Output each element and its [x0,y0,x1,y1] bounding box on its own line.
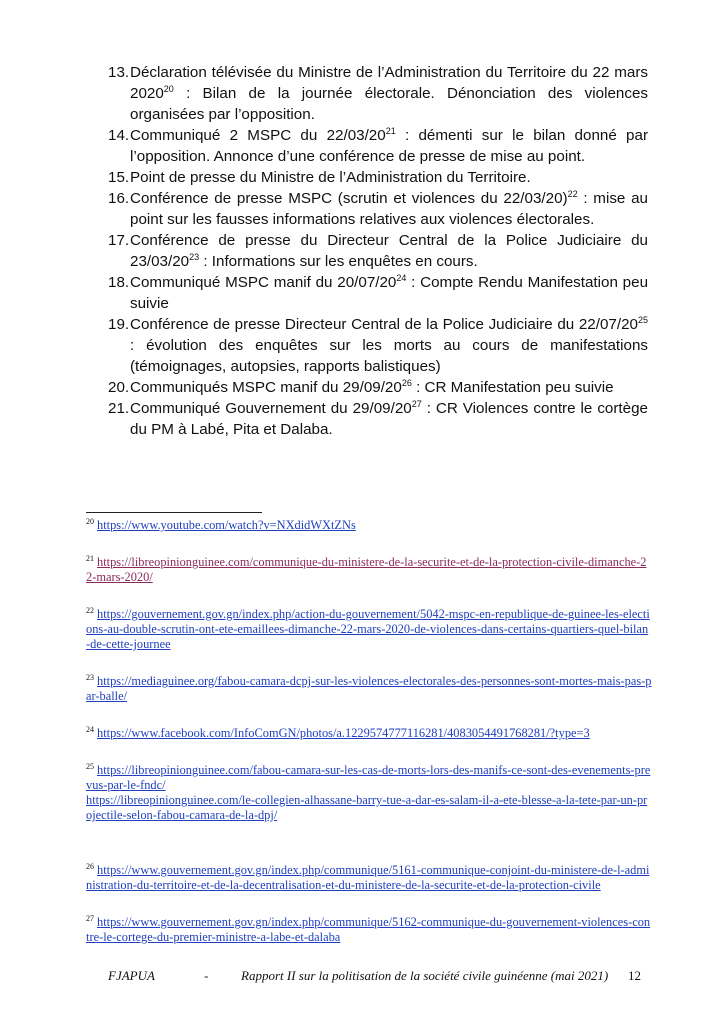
list-item [108,377,648,398]
list-item [108,230,648,272]
list-item [108,188,648,230]
list-item [108,398,648,440]
list-item-number: 18. [108,274,130,291]
footnote-link[interactable]: https://www.facebook.com/InfoComGN/photos/a.1229574777116281/4083054491768281/?type=3 [97,726,590,740]
footnote-mark: 27 [86,913,94,923]
footnote-reference[interactable]: 22 [567,188,578,199]
list-item-number: 14. [108,127,130,144]
footnote [86,763,652,823]
list-item-number: 20. [108,379,130,396]
numbered-list [108,62,648,440]
footnote-reference[interactable]: 26 [401,377,412,388]
list-item-number: 17. [108,232,130,249]
list-item-text: Conférence de presse MSPC (scrutin et violences du 22/03/20)$^{22}$ : mise au point sur les fausses informations relatives aux violences électorales. [130,188,648,228]
footnote-reference[interactable]: 24 [396,272,407,283]
footnote [86,555,652,585]
list-item [108,62,648,125]
footnotes [86,518,652,967]
list-item-text: Communiqué MSPC manif du 20/07/20$^{24}$ : Compte Rendu Manifestation peu suivie [130,272,649,312]
footnote [86,674,652,704]
footnote-link[interactable]: https://www.youtube.com/watch?v=NXdidWXtZNs [97,518,356,532]
footnote [86,915,652,945]
footnote [86,607,652,652]
list-item-text: Communiqué Gouvernement du 29/09/20$^{27}$ : CR Violences contre le cortège du PM à Labé, Pita et Dalaba. [130,398,648,438]
list-item-text: Conférence de presse Directeur Central de la Police Judiciaire du 22/07/20$^{25}$ : évolution des enquêtes sur les morts au cours de manifestations (témoignages, autopsies, rapports balistiques) [130,314,648,375]
list-item-number: 21. [108,400,130,417]
footnote-mark: 21 [86,553,94,563]
footnote [86,518,652,533]
footnote-reference[interactable]: 23 [189,251,200,262]
list-item [108,125,648,167]
footnote-link[interactable]: https://libreopinionguinee.com/fabou-camara-sur-les-cas-de-morts-lors-des-manifs-ce-sont-des-evenements-prevus-par-le-fndc/ [86,763,651,792]
list-item-number: 13. [108,64,130,81]
footer-organization: FJAPUA [108,968,155,983]
footnote-mark: 25 [86,761,94,771]
list-item-text: Conférence de presse du Directeur Central de la Police Judiciaire du 23/03/20$^{23}$ : Informations sur les enquêtes en cours. [130,232,648,270]
footnote-reference[interactable]: 27 [411,398,422,409]
footer-report-title: Rapport II sur la politisation de la société civile guinéenne (mai 2021) [241,968,609,983]
footnote-mark: 24 [86,724,94,734]
footnote-reference[interactable]: 21 [385,125,396,136]
list-item-number: 16. [108,190,130,207]
footnote-mark: 23 [86,672,94,682]
footnote [86,726,652,741]
page-number: 12 [628,968,641,983]
footnote-link[interactable]: https://libreopinionguinee.com/le-collegien-alhassane-barry-tue-a-dar-es-salam-il-a-ete-blesse-a-la-tete-par-un-projectile-selon-fabou-camara-de-la-dpj/ [86,793,648,822]
footnote-link[interactable]: https://mediaguinee.org/fabou-camara-dcpj-sur-les-violences-electorales-des-personnes-sont-mortes-mais-pas-par-balle/ [86,674,652,703]
list-item [108,272,648,314]
footnote [86,863,652,893]
footnote-reference[interactable]: 20 [163,83,174,94]
list-item-text: Point de presse du Ministre de l’Administration du Territoire. [130,169,531,186]
list-item [108,314,648,377]
list-item [108,167,648,188]
footer-separator: - [204,968,209,983]
footnote-reference[interactable]: 25 [637,314,648,325]
footnote-separator [86,512,262,513]
list-item-text: Communiqués MSPC manif du 29/09/20$^{26}$ : CR Manifestation peu suivie [130,377,614,396]
footnote-link[interactable]: https://www.gouvernement.gov.gn/index.php/communique/5162-communique-du-gouvernement-violences-contre-le-cortege-du-premier-ministre-a-labe-et-dalaba [86,915,651,944]
footnote-link[interactable]: https://libreopinionguinee.com/communique-du-ministere-de-la-securite-et-de-la-protection-civile-dimanche-22-mars-2020/ [86,555,647,584]
footnote-mark: 22 [86,605,94,615]
footnote-link[interactable]: https://gouvernement.gov.gn/index.php/action-du-gouvernement/5042-mspc-en-republique-de-guinee-les-elections-au-double-scrutin-ont-ete-emaillees-dimanche-22-mars-2020-de-violences-dans-certains-quartiers-quel-bilan-de-cette-journee [86,607,650,651]
list-item-text: Déclaration télévisée du Ministre de l’Administration du Territoire du 22 mars 2020$^{20}$ : Bilan de la journée électorale. Dénonciation des violences organisées par l’opposition. [130,64,648,123]
footnote-mark: 26 [86,861,94,871]
list-item-text: Communiqué 2 MSPC du 22/03/20$^{21}$ : démenti sur le bilan donné par l’opposition. Annonce d’une conférence de presse de mise au point. [130,125,649,165]
list-item-number: 15. [108,169,130,186]
footnote-link[interactable]: https://www.gouvernement.gov.gn/index.php/communique/5161-communique-conjoint-du-ministere-de-l-administration-du-territoire-et-de-la-decentralisation-et-du-ministere-de-la-securite-et-de-la-protection-civile [86,863,650,892]
footnote-mark: 20 [86,516,94,526]
list-item-number: 19. [108,316,130,333]
